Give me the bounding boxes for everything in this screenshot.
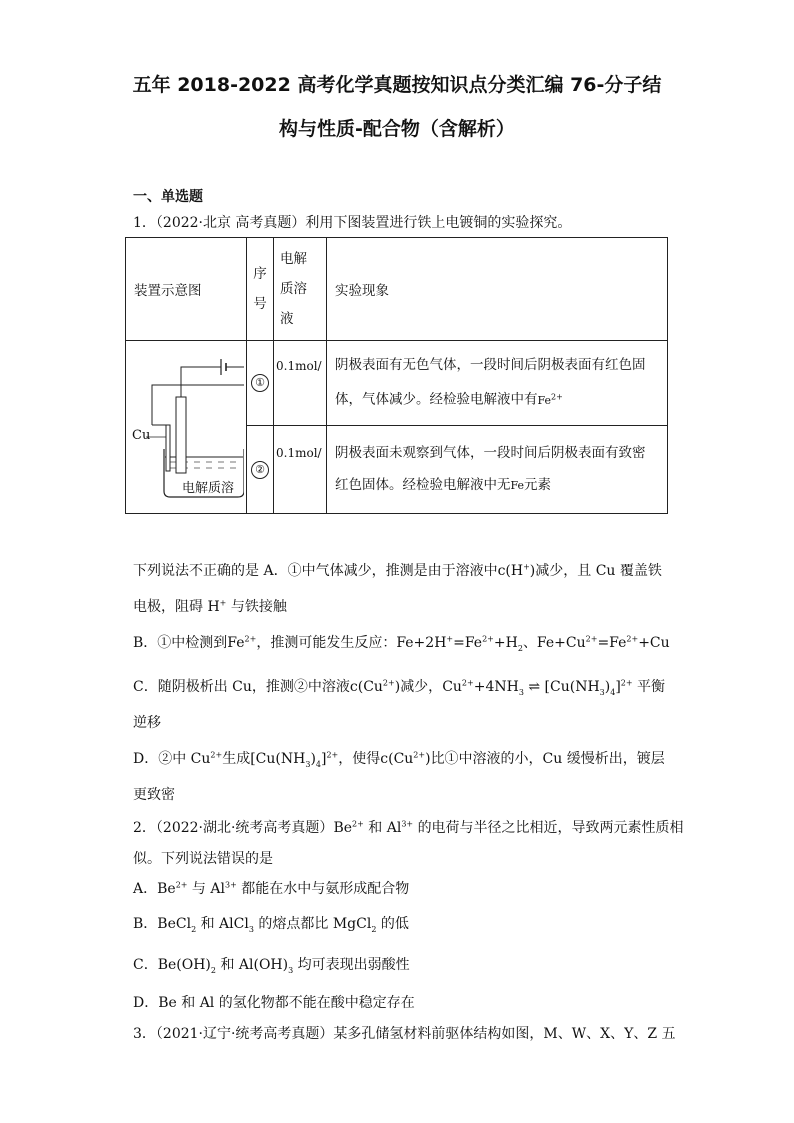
q2-option-c: C．$Be(OH)_2$ 和 $Al(OH)_3$ 均可表现出弱酸性 bbox=[133, 957, 410, 975]
apparatus-cell bbox=[126, 341, 247, 514]
q1-option-c: C．随阴极析出 Cu，推测②中溶液$c(Cu^{2+})$减少，$Cu^{2+}+4NH_3$ ⇌ $[Cu(NH_3)_4]^{2+}$ 平衡 bbox=[133, 678, 666, 697]
q1-option-c-cont: 逆移 bbox=[133, 715, 161, 731]
q2-option-d: D．Be 和 Al 的氢化物都不能在酸中稳定存在 bbox=[133, 995, 415, 1011]
q1-option-a: 下列说法不正确的是 A．①中气体减少，推测是由于溶液中c(H+)减少，且 Cu 覆盖铁 bbox=[133, 562, 662, 579]
header-seq: 序 号 bbox=[247, 238, 274, 341]
q1-option-d-cont: 更致密 bbox=[133, 787, 175, 803]
q1-stem: 1．（2022·北京 高考真题）利用下图装置进行铁上电镀铜的实验探究。 bbox=[133, 215, 572, 231]
q1-option-a-cont: 电极，阻碍 H+ 与铁接触 bbox=[133, 598, 287, 615]
row2-seq: ② bbox=[247, 426, 274, 514]
row2-electrolyte: 0.1mol/ bbox=[274, 426, 327, 514]
electroplating-apparatus bbox=[126, 341, 244, 513]
row1-phenomenon: 阴极表面有无色气体，一段时间后阴极表面有红色固 体，气体减少。经检验电解液中有$Fe^{2+}$ bbox=[327, 341, 668, 426]
q1-option-d: D．②中 $Cu^{2+}$生成$[Cu(NH_3)_4]^{2+}$，使得$c(Cu^{2+})$比①中溶液的小，Cu 缓慢析出，镀层 bbox=[133, 750, 665, 769]
header-device: 装置示意图 bbox=[126, 238, 247, 341]
q2-stem-cont: 似。下列说法错误的是 bbox=[133, 851, 273, 867]
q1-option-b: B．①中检测到$Fe^{2+}$，推测可能发生反应：$Fe+2H^+=Fe^{2+}+H_2$、$Fe+Cu^{2+}=Fe^{2+}+Cu$ bbox=[133, 634, 670, 653]
header-electrolyte: 电解 质溶 液 bbox=[274, 238, 327, 341]
row1-seq: ① bbox=[247, 341, 274, 426]
q2-option-b: B．BeCl$_2$ 和 AlCl$_3$ 的熔点都比 MgCl$_2$ 的低 bbox=[133, 916, 409, 934]
cu-label: Cu bbox=[132, 428, 151, 443]
q3-stem: 3．（2021·辽宁·统考高考真题）某多孔储氢材料前驱体结构如图，M、W、X、Y、Z 五 bbox=[133, 1026, 676, 1042]
row2-phenomenon: 阴极表面未观察到气体，一段时间后阴极表面有致密 红色固体。经检验电解液中无Fe元素 bbox=[327, 426, 668, 514]
document-title-line-1: 五年 2018-2022 高考化学真题按知识点分类汇编 76-分子结 bbox=[132, 74, 662, 96]
q2-option-a: A．$Be^{2+}$ 与 $Al^{3+}$ 都能在水中与氨形成配合物 bbox=[133, 880, 410, 897]
row1-electrolyte: 0.1mol/ bbox=[274, 341, 327, 426]
electrolyte-label: 电解质溶 bbox=[182, 481, 235, 496]
section-heading: 一、单选题 bbox=[133, 189, 203, 205]
experiment-table bbox=[125, 237, 668, 514]
document-title-line-2: 构与性质-配合物（含解析） bbox=[279, 118, 515, 140]
q2-stem: 2．（2022·湖北·统考高考真题）$Be^{2+}$ 和 $Al^{3+}$ 的电荷与半径之比相近，导致两元素性质相 bbox=[133, 819, 684, 836]
header-phenomenon: 实验现象 bbox=[327, 238, 668, 341]
